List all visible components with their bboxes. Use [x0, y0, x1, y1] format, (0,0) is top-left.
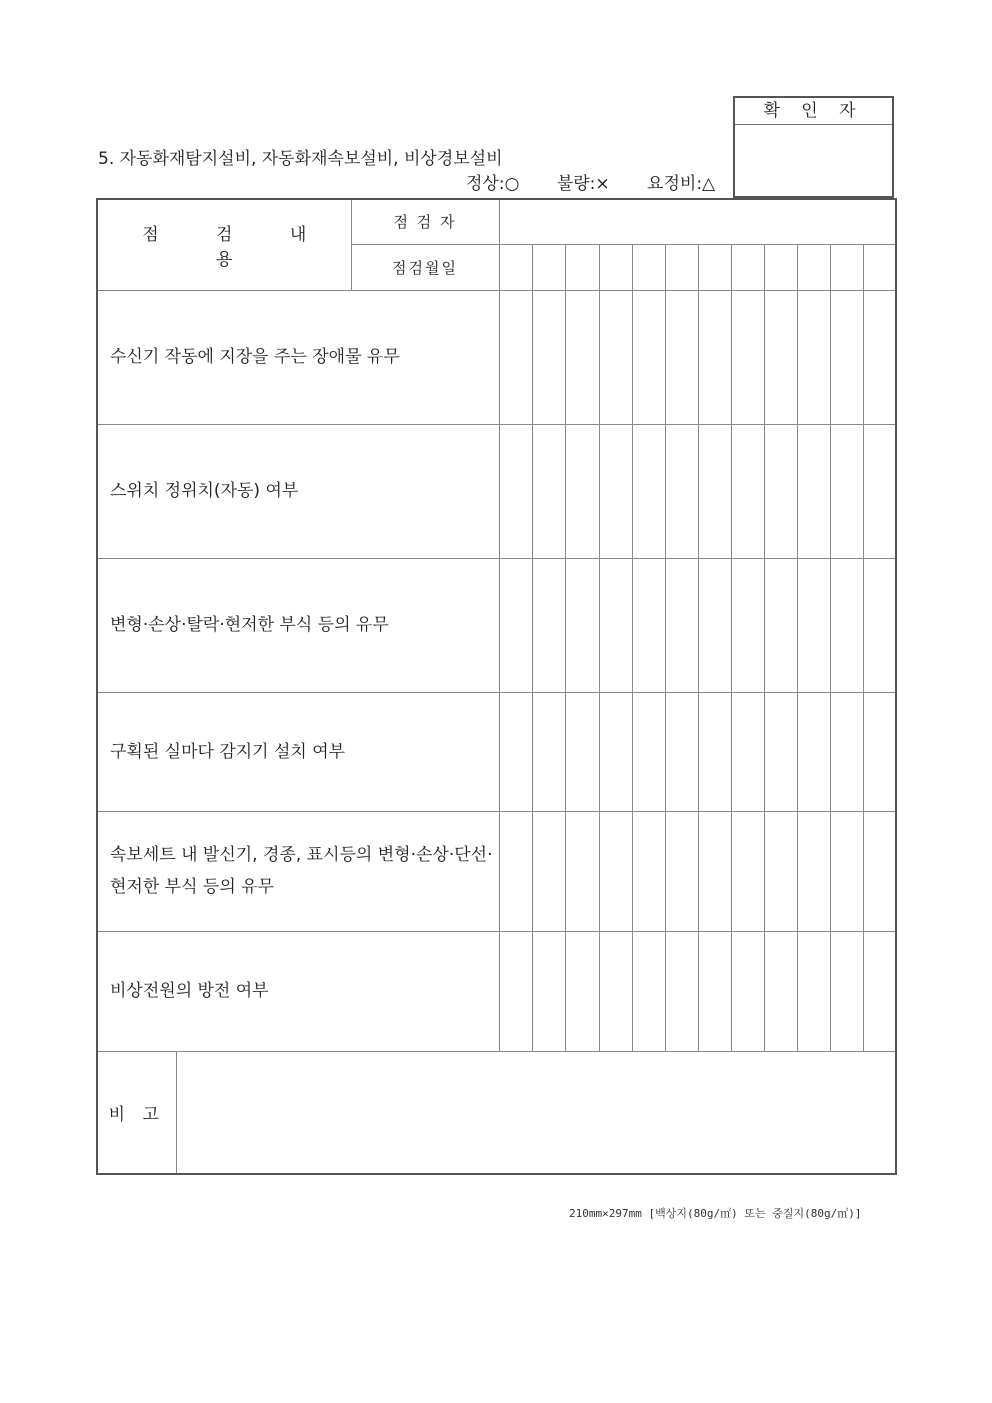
check-cell[interactable] — [532, 931, 565, 1051]
check-cell[interactable] — [499, 424, 532, 558]
remarks-label: 비 고 — [97, 1051, 176, 1174]
check-cell[interactable] — [532, 692, 565, 811]
check-cell[interactable] — [698, 692, 731, 811]
date-cell[interactable] — [830, 244, 863, 290]
check-cell[interactable] — [565, 558, 599, 692]
item-text: 속보세트 내 발신기, 경종, 표시등의 변형·손상·단선·현저한 부식 등의 유무 — [97, 811, 499, 931]
check-cell[interactable] — [632, 558, 665, 692]
date-cell[interactable] — [499, 244, 532, 290]
table-row — [97, 811, 896, 931]
check-cell[interactable] — [863, 811, 896, 931]
check-cell[interactable] — [698, 931, 731, 1051]
check-cell[interactable] — [565, 424, 599, 558]
check-cell[interactable] — [731, 931, 764, 1051]
check-cell[interactable] — [698, 558, 731, 692]
check-cell[interactable] — [698, 290, 731, 424]
confirm-label: 확 인 자 — [735, 98, 892, 125]
check-cell[interactable] — [731, 692, 764, 811]
remarks-input[interactable] — [176, 1051, 896, 1174]
legend-normal: 정상:○ — [466, 174, 520, 194]
check-cell[interactable] — [797, 290, 830, 424]
check-cell[interactable] — [764, 811, 797, 931]
check-cell[interactable] — [565, 811, 599, 931]
check-cell[interactable] — [731, 424, 764, 558]
check-cell[interactable] — [565, 692, 599, 811]
date-cell[interactable] — [632, 244, 665, 290]
date-cell[interactable] — [599, 244, 632, 290]
check-cell[interactable] — [532, 811, 565, 931]
check-cell[interactable] — [499, 811, 532, 931]
remarks-row — [97, 1051, 896, 1174]
date-cell[interactable] — [863, 244, 896, 290]
check-cell[interactable] — [599, 692, 632, 811]
paper-spec-footnote: 210mm×297mm [백상지(80g/㎡) 또는 중질지(80g/㎡)] — [569, 1207, 862, 1220]
check-cell[interactable] — [665, 692, 698, 811]
date-cell[interactable] — [764, 244, 797, 290]
inspector-input-cell[interactable] — [499, 199, 896, 244]
check-cell[interactable] — [665, 558, 698, 692]
check-cell[interactable] — [863, 931, 896, 1051]
check-cell[interactable] — [863, 290, 896, 424]
check-cell[interactable] — [665, 811, 698, 931]
check-cell[interactable] — [499, 931, 532, 1051]
check-cell[interactable] — [830, 290, 863, 424]
check-cell[interactable] — [532, 290, 565, 424]
table-row — [97, 558, 896, 692]
inspection-table — [96, 198, 897, 1175]
check-cell[interactable] — [764, 692, 797, 811]
header-date: 점검월일 — [351, 244, 499, 290]
date-cell[interactable] — [565, 244, 599, 290]
check-cell[interactable] — [830, 558, 863, 692]
check-cell[interactable] — [499, 290, 532, 424]
status-legend — [466, 169, 715, 194]
table-row — [97, 290, 896, 424]
header-inspector: 점 검 자 — [351, 199, 499, 244]
check-cell[interactable] — [830, 424, 863, 558]
check-cell[interactable] — [863, 558, 896, 692]
check-cell[interactable] — [499, 692, 532, 811]
check-cell[interactable] — [665, 424, 698, 558]
check-cell[interactable] — [665, 290, 698, 424]
date-cell[interactable] — [698, 244, 731, 290]
check-cell[interactable] — [830, 931, 863, 1051]
item-text: 변형·손상·탈락·현저한 부식 등의 유무 — [97, 558, 499, 692]
check-cell[interactable] — [797, 811, 830, 931]
check-cell[interactable] — [731, 558, 764, 692]
check-cell[interactable] — [499, 558, 532, 692]
legend-needs-repair: 요정비:△ — [647, 174, 716, 194]
check-cell[interactable] — [632, 424, 665, 558]
check-cell[interactable] — [764, 424, 797, 558]
item-text: 비상전원의 방전 여부 — [97, 931, 499, 1051]
check-cell[interactable] — [698, 424, 731, 558]
check-cell[interactable] — [565, 931, 599, 1051]
check-cell[interactable] — [698, 811, 731, 931]
check-cell[interactable] — [632, 931, 665, 1051]
check-cell[interactable] — [797, 692, 830, 811]
check-cell[interactable] — [764, 290, 797, 424]
check-cell[interactable] — [632, 290, 665, 424]
date-cell[interactable] — [532, 244, 565, 290]
check-cell[interactable] — [532, 558, 565, 692]
check-cell[interactable] — [599, 424, 632, 558]
date-cell[interactable] — [665, 244, 698, 290]
check-cell[interactable] — [599, 290, 632, 424]
check-cell[interactable] — [863, 692, 896, 811]
check-cell[interactable] — [565, 290, 599, 424]
check-cell[interactable] — [830, 692, 863, 811]
header-content: 점 검 내 용 — [97, 199, 351, 290]
date-cell[interactable] — [731, 244, 764, 290]
check-cell[interactable] — [830, 811, 863, 931]
section-title: 5. 자동화재탐지설비, 자동화재속보설비, 비상경보설비 — [98, 149, 503, 169]
check-cell[interactable] — [532, 424, 565, 558]
table-row — [97, 931, 896, 1051]
check-cell[interactable] — [599, 558, 632, 692]
confirm-box — [733, 96, 894, 198]
check-cell[interactable] — [797, 558, 830, 692]
check-cell[interactable] — [797, 931, 830, 1051]
table-row — [97, 692, 896, 811]
confirm-signature-area[interactable] — [735, 125, 892, 197]
item-text: 스위치 정위치(자동) 여부 — [97, 424, 499, 558]
date-cell[interactable] — [797, 244, 830, 290]
check-cell[interactable] — [731, 290, 764, 424]
check-cell[interactable] — [863, 424, 896, 558]
check-cell[interactable] — [599, 931, 632, 1051]
check-cell[interactable] — [632, 692, 665, 811]
item-text: 수신기 작동에 지장을 주는 장애물 유무 — [97, 290, 499, 424]
check-cell[interactable] — [764, 931, 797, 1051]
check-cell[interactable] — [665, 931, 698, 1051]
check-cell[interactable] — [731, 811, 764, 931]
check-cell[interactable] — [632, 811, 665, 931]
legend-defective: 불량:× — [556, 174, 610, 194]
table-row — [97, 424, 896, 558]
item-text: 구획된 실마다 감지기 설치 여부 — [97, 692, 499, 811]
check-cell[interactable] — [764, 558, 797, 692]
check-cell[interactable] — [797, 424, 830, 558]
check-cell[interactable] — [599, 811, 632, 931]
